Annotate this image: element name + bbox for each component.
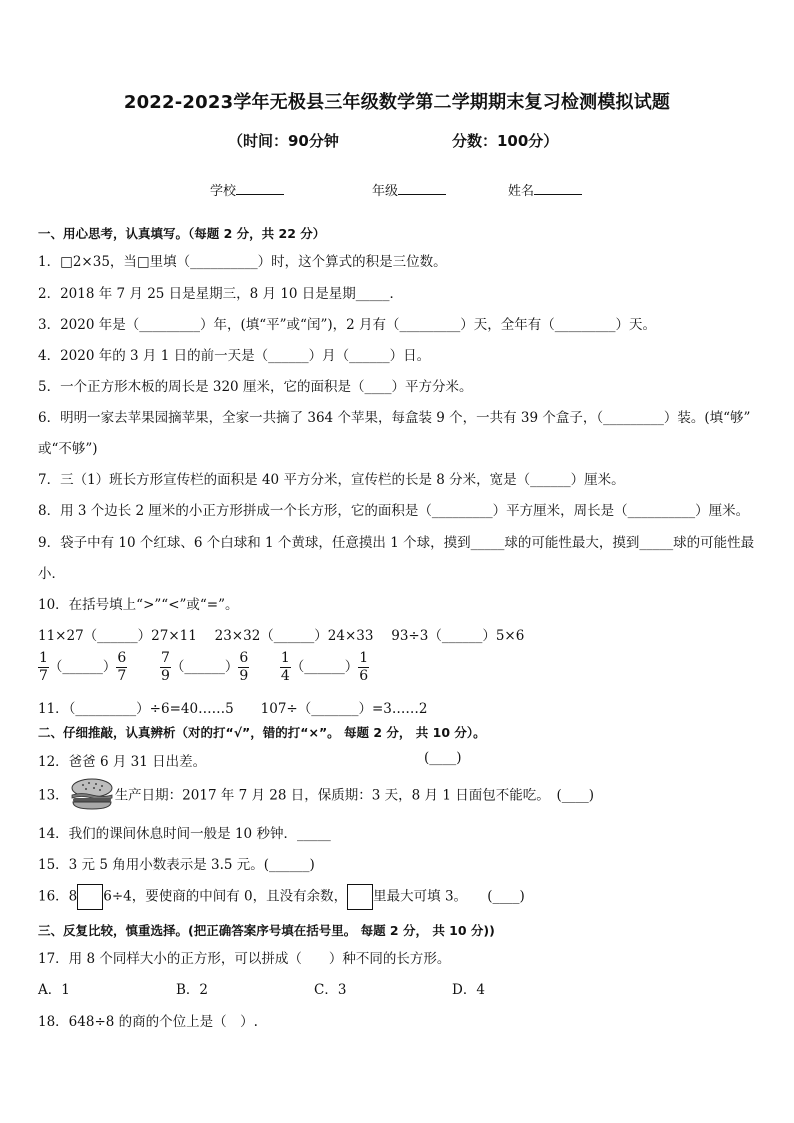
question-10: 10．在括号填上“>”“<”或“=”。 bbox=[38, 597, 239, 613]
school-field bbox=[210, 180, 284, 199]
question-10-fraction-row bbox=[38, 650, 369, 685]
fraction: $\frac{7}{9}$ bbox=[160, 650, 170, 684]
question-17-option-a: A．1 bbox=[38, 982, 70, 998]
exam-score: 分数：100分） bbox=[452, 132, 559, 150]
school-blank bbox=[236, 182, 284, 195]
grade-field bbox=[372, 180, 446, 199]
question-13-number: 13． bbox=[38, 787, 69, 804]
question-1: 1．□2×35，当□里填（__________）时，这个算式的积是三位数。 bbox=[38, 254, 447, 270]
section1-heading: 一、用心思考，认真填写。（每题 2 分，共 22 分） bbox=[38, 226, 326, 241]
question-14: 14．我们的课间休息时间一般是 10 秒钟．_____ bbox=[38, 826, 331, 842]
section3-heading: 三、反复比较，慎重选择。(把正确答案序号填在括号里。 每题 2 分， 共 10 分)) bbox=[38, 923, 495, 938]
question-16 bbox=[38, 884, 525, 910]
question-12-answer: (____) bbox=[424, 750, 462, 766]
question-6-line1: 6．明明一家去苹果园摘苹果，全家一共摘了 364 个苹果，每盒装 9 个，一共有 39 个盒子，（_________）装。(填“够” bbox=[38, 410, 751, 426]
name-blank bbox=[534, 182, 582, 195]
fraction: $\frac{6}{9}$ bbox=[239, 650, 249, 684]
compare-blank: （______） bbox=[48, 659, 117, 675]
question-6-line2: 或“不够”) bbox=[38, 441, 98, 457]
compare-blank: （______） bbox=[170, 659, 239, 675]
grade-label: 年级 bbox=[372, 184, 399, 199]
question-13 bbox=[38, 778, 594, 814]
question-11: 11．（_________）÷6=40……5 107÷（_______）=3……2 bbox=[38, 701, 428, 717]
question-3: 3．2020 年是（_________）年，(填“平”或“闰”)，2 月有（_________）天，全年有（_________）天。 bbox=[38, 317, 657, 333]
fraction: $\frac{6}{7}$ bbox=[117, 650, 127, 684]
question-13-text: 生产日期：2017 年 7 月 28 日，保质期：3 天，8 月 1 日面包不能吃。 (____) bbox=[114, 787, 594, 804]
question-12: 12．爸爸 6 月 31 日出差。 bbox=[38, 754, 207, 770]
bread-burger-icon bbox=[69, 778, 115, 814]
fraction: $\frac{1}{4}$ bbox=[280, 650, 290, 684]
question-15: 15．3 元 5 角用小数表示是 3.5 元。(______) bbox=[38, 857, 315, 873]
question-9-line2: 小． bbox=[38, 566, 65, 582]
question-7: 7．三（1）班长方形宣传栏的面积是 40 平方分米，宣传栏的长是 8 分米，宽是（______）厘米。 bbox=[38, 472, 625, 488]
question-17-option-d: D．4 bbox=[452, 982, 485, 998]
compare-blank: （______） bbox=[290, 659, 359, 675]
page-title: 2022-2023学年无极县三年级数学第二学期期末复习检测模拟试题 bbox=[123, 92, 671, 113]
question-10-row1: 11×27（______）27×11 23×32（______）24×33 93÷3（______）5×6 bbox=[38, 628, 525, 644]
section2-heading: 二、仔细推敲，认真辨析（对的打“√”，错的打“×”。 每题 2 分， 共 10 分）。 bbox=[38, 725, 486, 740]
question-17: 17．用 8 个同样大小的正方形，可以拼成（ ）种不同的长方形。 bbox=[38, 951, 451, 967]
question-4: 4．2020 年的 3 月 1 日的前一天是（______）月（______）日。 bbox=[38, 348, 431, 364]
question-8: 8．用 3 个边长 2 厘米的小正方形拼成一个长方形，它的面积是（_________）平方厘米，周长是（__________）厘米。 bbox=[38, 503, 750, 519]
fill-box bbox=[77, 884, 103, 910]
question-16-part2: 6÷4，要使商的中间有 0，且没有余数， bbox=[103, 888, 348, 905]
name-label: 姓名 bbox=[508, 184, 535, 199]
grade-blank bbox=[398, 182, 446, 195]
fraction: $\frac{1}{6}$ bbox=[359, 650, 369, 684]
fill-box bbox=[347, 884, 373, 910]
question-9-line1: 9．袋子中有 10 个红球、6 个白球和 1 个黄球，任意摸出 1 个球，摸到_____球的可能性最大，摸到_____球的可能性最 bbox=[38, 535, 755, 551]
question-2: 2．2018 年 7 月 25 日是星期三，8 月 10 日是星期_____． bbox=[38, 286, 404, 302]
question-17-option-b: B．2 bbox=[176, 982, 209, 998]
question-18: 18．648÷8 的商的个位上是（ ）. bbox=[38, 1014, 258, 1030]
question-5: 5．一个正方形木板的周长是 320 厘米，它的面积是（____）平方分米。 bbox=[38, 379, 473, 395]
name-field bbox=[508, 180, 582, 199]
question-16-part3: 里最大可填 3。 (____) bbox=[373, 888, 525, 905]
question-16-part1: 16．8 bbox=[38, 888, 78, 905]
school-label: 学校 bbox=[210, 184, 237, 199]
fraction: $\frac{1}{7}$ bbox=[39, 650, 48, 684]
exam-time: （时间：90分钟 bbox=[228, 132, 339, 150]
question-17-option-c: C．3 bbox=[314, 982, 347, 998]
